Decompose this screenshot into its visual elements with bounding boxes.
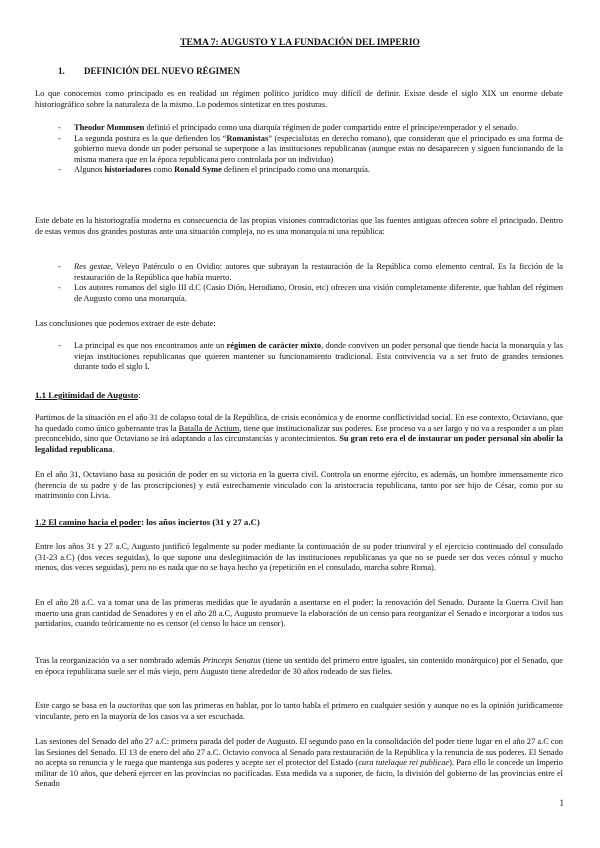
paragraph-senate-sessions: Las sesiones del Senado del año 27 a.C: primera parada del poder de Augusto. El segundo paso en la consolidación del poder tiene lugar en el año 27 a.C con las Sesiones del Senado. El 13 de enero del año 27 a.C. Octavio convoca al Senado para restauración de la República y la renuncia de sus poderes. El Senado no acepta su renuncia y le ruega que mantenga sus poderes y acepte ser el protector del Estado (cura tutelaque rei publicae). Para ello le concede un Imperio militar de 10 años, que deberá ejercer en las provincias no pacificadas. Esta medida va a suponer, de facto, la división del gobierno de las provincias entre el Senado: [35, 737, 563, 789]
sources-list: [58, 262, 563, 304]
section-title: DEFINICIÓN DEL NUEVO RÉGIMEN: [84, 66, 241, 76]
paragraph-senate-renewal: En el año 28 a.C. va a tomar una de las primeras medidas que le ayudarán a asentarse en el poder: la renovación del Senado. Durante la Guerra Civil han muerto una gran cantidad de Senadores y en el año 28 a.C, Augusto promueve la elaboración de un censo para reorganizar el Senado e incorporar a todos sus partidarios, cuando teóricamente no es censor (el censo lo hace un censor).: [35, 598, 563, 629]
paragraph-years-31-27: Entre los años 31 y 27 a.C, Augusto justificó legalmente su poder mediante la continuación de su poder triunviral y el ejercicio continuado del consulado (31-23 a.C) (dos veces seguidas), lo que supone una deslegitimación de las instituciones republicanas ya que no se puede ser dos veces cónsul y mucho menos, dos veces seguidas), pero no es nada que no se haya hecho ya (repetición en el consulado, marcha sobre Roma).: [35, 542, 563, 573]
paragraph-debate: Este debate en la historiografía moderna es consecuencia de las propias visiones contradictorias que las fuentes antiguas ofrecen sobre el principado. Dentro de estas vemos dos grandes posturas ante una situación compleja, no es una monarquía ni una república:: [35, 216, 563, 236]
postures-list: [58, 123, 563, 176]
list-item: - Theodor Mommsen definió el principado como una diarquía régimen de poder compartido entre el príncipe/emperador y el senado.: [58, 123, 563, 134]
list-item: - Res gestae, Veleyo Patérculo o en Ovidio: autores que subrayan la restauración de la República como elemento central. Es la ficción de la restauración de la República que había muerto.: [58, 262, 563, 283]
list-item: - La principal es que nos encontramos ante un régimen de carácter mixto, donde conviven un poder personal que tiende hacia la monarquía y las viejas instituciones republicanas que quieren mantener su funcionamiento tradicional. Esta convivencia va a ser fruto de grandes tensiones durante todo el siglo I.: [58, 341, 563, 373]
paragraph-auctoritas: Este cargo se basa en la auctoritas que son las primeras en hablar, por lo tanto habla el primero en cualquier sesión y aunque no es la opinión jurídicamente vinculante, pero en la mayoría de los casos va a ser escuchada.: [35, 701, 563, 721]
subsection-heading-1-2: 1.2 El camino hacia el poder: los años inciertos (31 y 27 a.C): [35, 517, 260, 527]
list-item: - Los autores romanos del siglo III d.C (Casio Dión, Herodiano, Orosio, etc) ofrecen una visión completamente diferente, que hablan del régimen de Augusto como una monarquía.: [58, 283, 563, 304]
section-heading-1: [58, 66, 240, 77]
page-number: 1: [559, 798, 564, 808]
document-title: TEMA 7: AUGUSTO Y LA FUNDACIÓN DEL IMPERIO: [180, 37, 420, 48]
paragraph-princeps: Tras la reorganización va a ser nombrado además Princeps Senatus (tiene un sentido del primero entre iguales, sin contenido monárquico) por el Senado, que en época republicana suele ser el más viejo, pero Augusto tiene alrededor de 30 años rodeado de sus fieles.: [35, 656, 563, 676]
paragraph-conclusions: Las conclusiones que podemos extraer de este debate:: [35, 319, 216, 328]
list-item: - La segunda postura es la que defienden los “Romanistas” (especialistas en derecho romano), que consideran que el principado es una forma de gobierno nueva donde un poder personal se superpone a las instituciones republicanas (aunque estas no desaparecen y siguen funcionando de la misma manera que en la época republicana pero controlada por un individuo): [58, 134, 563, 166]
section-number: 1.: [58, 66, 65, 76]
list-item: - Algunos historiadores como Ronald Syme definen el principado como una monarquía.: [58, 165, 563, 176]
paragraph-legitimacy: Partimos de la situación en el año 31 de colapso total de la República, de crisis económica y de enorme conflictividad social. En ese contexto, Octaviano, que ha quedado como único gobernante tras la Batalla de Actium, tiene que institucionalizar sus poderes. Ese proceso va a ser largo y no va a responder a un plan preconcebido, sino que Octaviano se irá adaptando a las circunstancias y acontecimientos. Su gran reto era el de instaurar un poder personal sin abolir la legalidad republicana.: [35, 413, 564, 454]
subsection-heading-1-1: 1.1 Legitimidad de Augusto:: [35, 390, 141, 400]
paragraph-year-31: En el año 31, Octaviano basa su posición de poder en su victoria en la guerra civil. Controla un enorme ejército, es además, un hombre inmensamente rico (herencia de su padre y de las proscripciones) y está estrechamente vinculado con la aristocracia republicana, tanto por ser hijo de César, como por su matrimonio con Livia.: [35, 470, 563, 501]
conclusions-list: [58, 341, 563, 373]
paragraph-intro: Lo que conocemos como principado es en realidad un régimen político jurídico muy difícil de definir. Existe desde el siglo XIX un enorme debate historiográfico sobre la naturaleza de la mismo. Lo podemos sintetizar en tres posturas.: [35, 89, 563, 109]
